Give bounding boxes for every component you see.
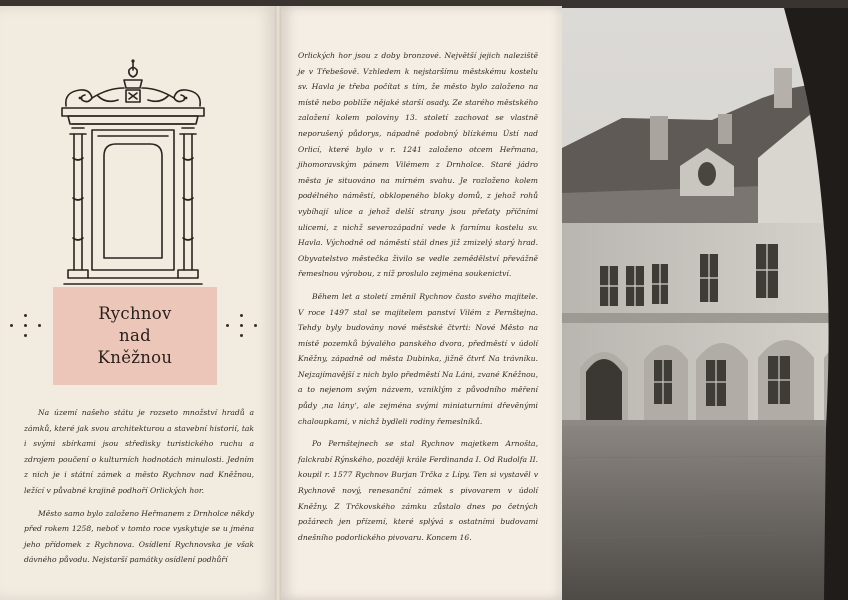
middle-paragraph: Během let a století změnil Rychnov často svého majitele. V roce 1497 stal se majitelem panství Vilém z Pernštejna. Tehdy byly budovány nové městské čtvrti: Nové Město na místě pozemků bývalého panského dvora, předměstí v údolí Kněžny, západně od města Dubinka, jižně čtvrť Na trávníku. Nejzajímavější z nich bylo předměstí Na Láni, zvané Kněžnou, a to nejenom svým názvem, vzniklým z původního měření půdy ‚na lány‘, ale zejména svými miniaturními dřevěnými chaloupkami, v nichž bydleli rodiny řemeslníků. xyxy=(298,291,538,426)
page-gutter xyxy=(275,6,281,600)
dot-ornament-left-icon xyxy=(10,314,40,354)
chateau-courtyard-image xyxy=(562,8,848,600)
middle-paragraph: Orlických hor jsou z doby bronzové. Největší jejich naleziště je v Třebešově. Vzhledem k nejstaršímu městskému kostelu sv. Havla je třeba počítat s tím, že město bylo založeno na místě nebo poblíže nějaké starší osady. Ze starého městského založení kolem poloviny 13. století zachovat se vlastně neporušený půdorys, nápadně podobný blízkému Ústí nad Orlicí, které bylo v r. 1241 založeno otcem Heřmana, jihomoravským pánem Vilémem z Drnholce. Staré jádro města je situováno na mírném svahu. Je rozloženo kolem podélného náměstí, obklopeného bloky domů, z jehož rohů vybíhají ulice a jehož delší strany jsou přeťaty příčními ulicemi, z nichž severozápadní vede k farnímu kostelu sv. Havla. Východně od náměstí stál dnes již zmizelý starý hrad. Obyvatelstvo městečka živilo se vedle zemědělství převážně řemeslnou výrobou, z níž proslulo zejména soukenictví. xyxy=(298,51,538,279)
title-line-1: Rychnov xyxy=(98,304,172,323)
left-paragraph: Na území našeho státu je rozseto množství hradů a zámků, které jak svou architekturou a stavební historií, tak i svými sbírkami jsou středisky turistického ruchu a zdrojem poučení o kulturních hodnotách minulosti. Jedním z nich je i státní zámek a město Rychnov nad Kněžnou, ležící v půvabné krajině podhoří Orlických hor. xyxy=(24,408,254,495)
middle-page-text xyxy=(298,48,538,545)
title-box xyxy=(53,287,217,385)
dot-ornament-right-icon xyxy=(226,314,256,354)
chateau-photo xyxy=(562,8,848,600)
title-line-3: Kněžnou xyxy=(97,348,173,367)
left-page-text xyxy=(24,405,254,568)
middle-paragraph: Po Pernštejnech se stal Rychnov majetkem Arnošta, falckrabí Rýnského, později krále Ferdinanda I. Od Rudolfa II. koupil r. 1577 Rychnov Burjan Trčka z Lípy. Ten si vystavěl v Rychnově nový, renesanční zámek s pivovarem v údolí Kněžny. Z Trčkovského zámku zůstalo dnes po četných požárech jen přízemí, které splývá s ostatními budovami dnešního podorlického pivovaru. Koncem 16. xyxy=(298,439,538,542)
left-paragraph: Město samo bylo založeno Heřmanem z Drnholce někdy před rokem 1258, neboť v tomto roce vyskytuje se u jména jeho přídomek z Rychnova. Osídlení Rychnovska je však dávného původu. Nejstarší památky osídlení podhůří xyxy=(24,508,254,565)
title-line-2: nad xyxy=(119,326,151,345)
baroque-portal-ornament-icon xyxy=(58,58,208,290)
